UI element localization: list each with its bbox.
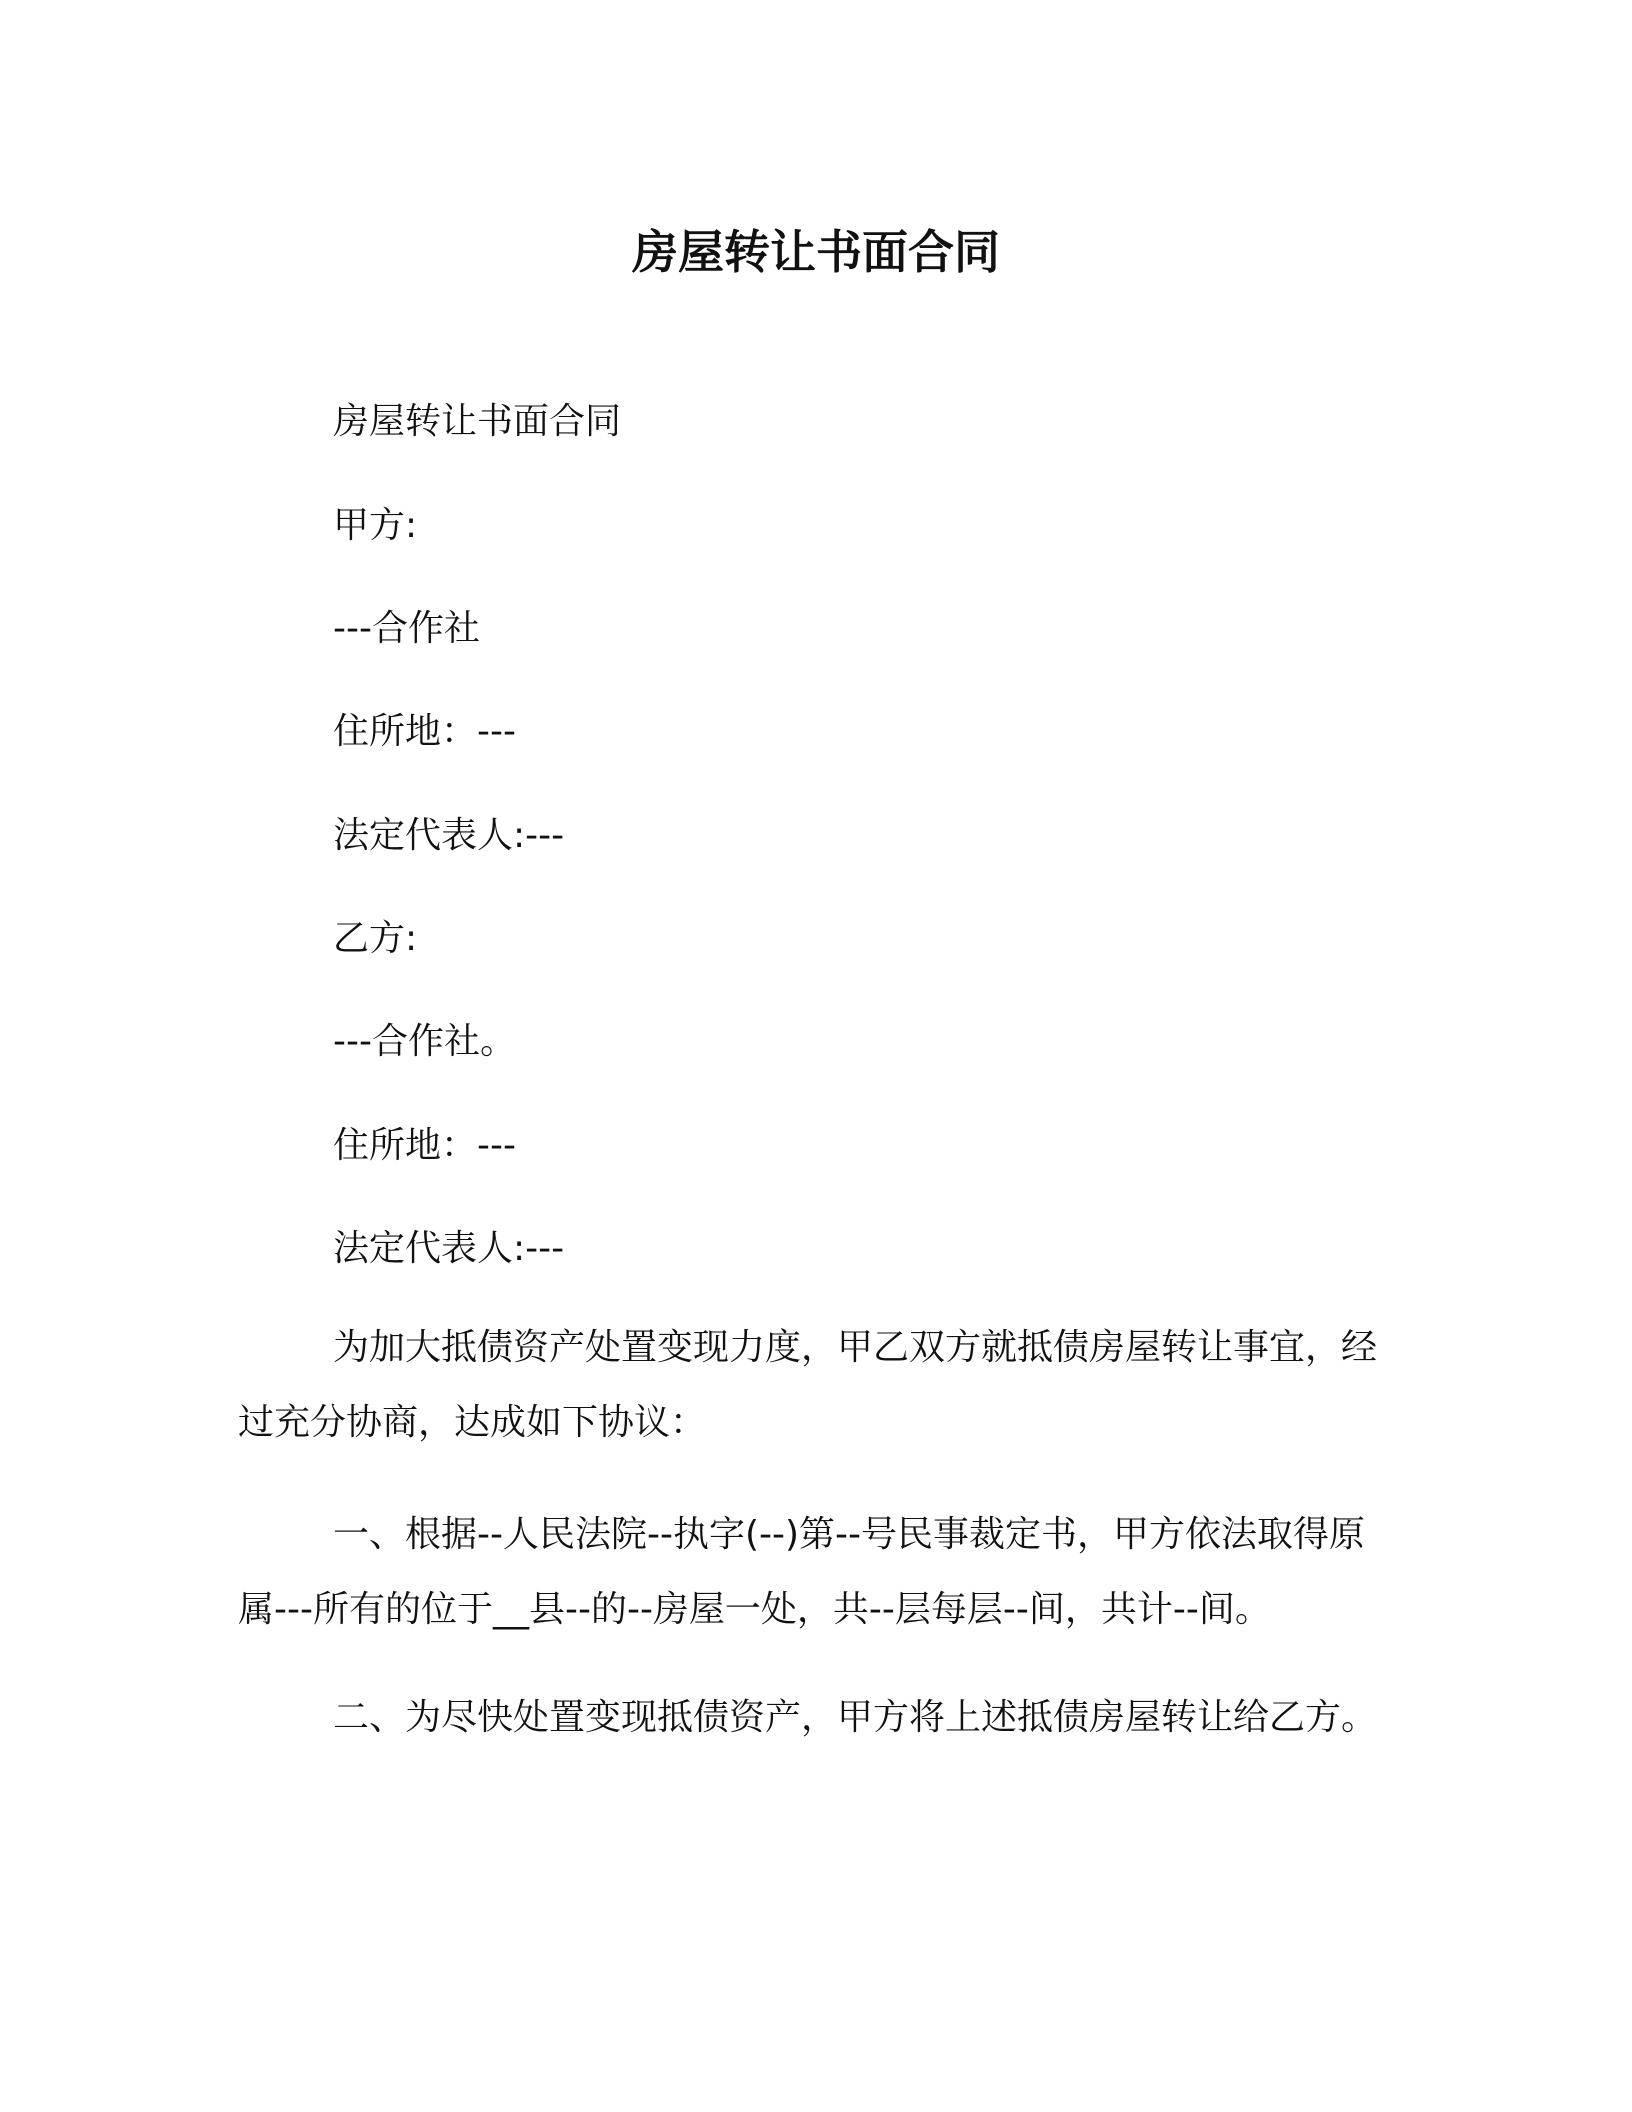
party-a-representative: 法定代表人:---: [333, 815, 565, 856]
party-a-name: ---合作社: [333, 608, 480, 649]
party-b-representative: 法定代表人:---: [333, 1228, 565, 1269]
party-b-address: 住所地：---: [333, 1125, 516, 1166]
preamble-text: 为加大抵债资产处置变现力度，甲乙双方就抵债房屋转让事宜，经过充分协商，达成如下协议：: [238, 1327, 1378, 1443]
clause-two-paragraph: [238, 1680, 1408, 1755]
clause-two-text: 二、为尽快处置变现抵债资产，甲方将上述抵债房屋转让给乙方。: [333, 1697, 1378, 1738]
party-a-address: 住所地：---: [333, 711, 516, 752]
clause-one-text: 一、根据--人民法院--执字(--)第--号民事裁定书，甲方依法取得原属---所有的位于__县--的--房屋一处，共--层每层--间，共计--间。: [238, 1514, 1366, 1630]
contract-name-line: 房屋转让书面合同: [333, 401, 622, 442]
party-b-name: ---合作社。: [333, 1021, 516, 1062]
document-title: 房屋转让书面合同: [632, 225, 1000, 279]
preamble-paragraph: [238, 1310, 1408, 1460]
party-a-label: 甲方:: [333, 505, 418, 546]
clause-one-paragraph: [238, 1497, 1408, 1647]
party-b-label: 乙方:: [333, 918, 418, 959]
